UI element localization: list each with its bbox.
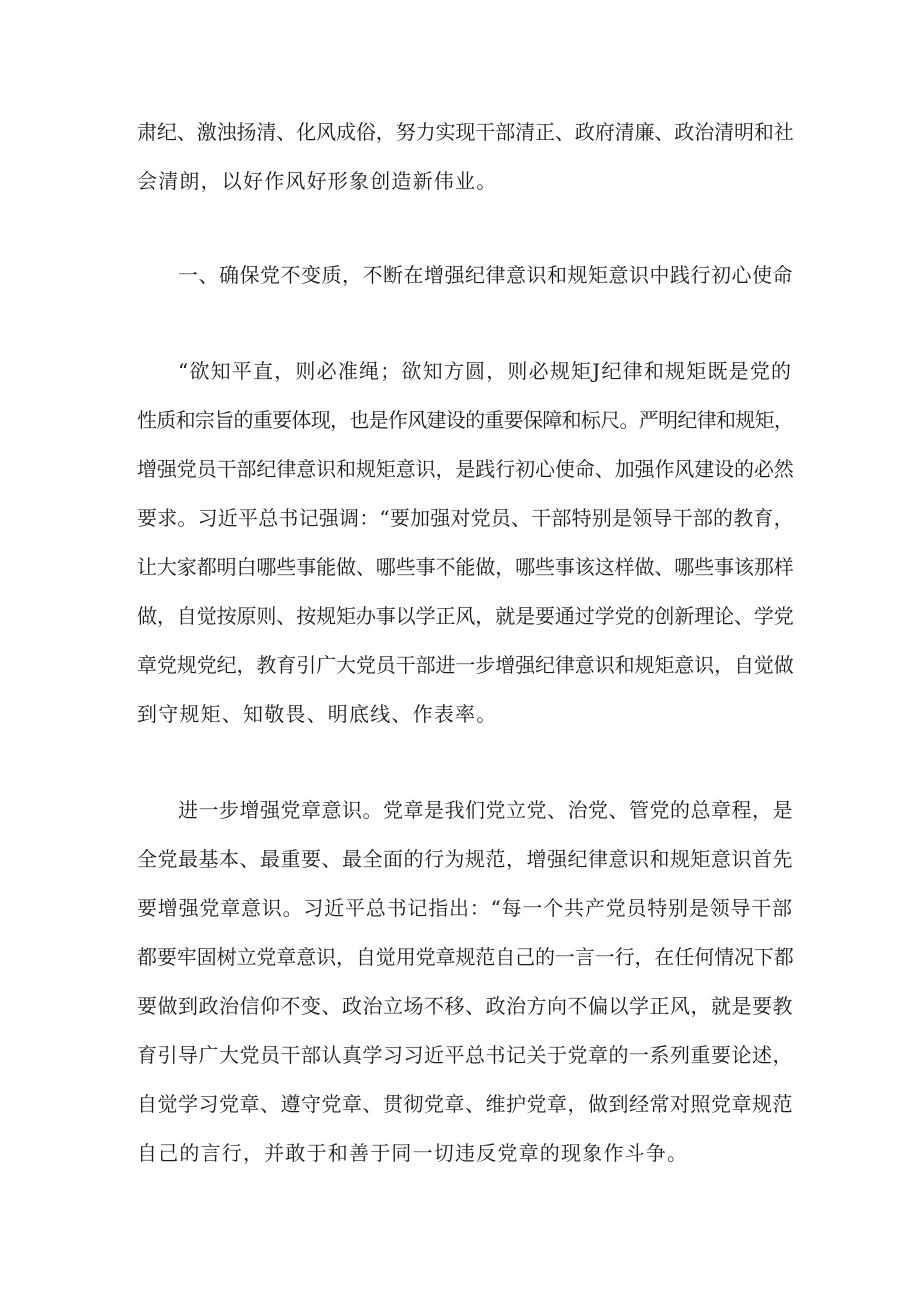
paragraph2-line-6: 育引导广大党员干部认真学习习近平总书记关于党章的一系列重要论述， (137, 1043, 793, 1067)
paragraph1-line-2: 性质和宗旨的重要体现，也是作风建设的重要保障和标尺。严明纪律和规矩， (137, 408, 794, 432)
paragraph1-line-8: 到守规矩、知敬畏、明底线、作表率。 (137, 702, 498, 726)
paragraph1-line-4: 要求。习近平总书记强调：“要加强对党员、干部特别是领导干部的教育， (137, 506, 794, 530)
continuation-line-1: 肃纪、激浊扬清、化风成俗，努力实现干部清正、政府清廉、政治清明和社 (137, 120, 794, 144)
paragraph2-line-8: 自己的言行，并敢于和善于同一切违反党章的现象作斗争。 (137, 1141, 689, 1165)
paragraph2-line-2: 全党最基本、最重要、最全面的行为规范，增强纪律意识和规矩意识首先 (137, 847, 793, 871)
paragraph1-line-3: 增强党员干部纪律意识和规矩意识，是践行初心使命、加强作风建设的必然 (137, 457, 794, 481)
paragraph1-line-5: 让大家都明白哪些事能做、哪些事不能做，哪些事该这样做、哪些事该那样 (137, 555, 794, 579)
paragraph2-line-4: 都要牢固树立党章意识，自觉用党章规范自己的一言一行，在任何情况下都 (137, 945, 794, 969)
paragraph2-line-3: 要增强党章意识。习近平总书记指出：“每一个共产党员特别是领导干部 (137, 896, 793, 920)
paragraph2-line-7: 自觉学习党章、遵守党章、贯彻党章、维护党章，做到经常对照党章规范 (137, 1092, 793, 1116)
section-heading: 一、确保党不变质，不断在增强纪律意识和规矩意识中践行初心使命 (178, 263, 793, 287)
paragraph2-line-1: 进一步增强党章意识。党章是我们党立党、治党、管党的总章程，是 (178, 798, 793, 822)
paragraph1-line-6: 做，自觉按原则、按规矩办事以学正风，就是要通过学党的创新理论、学党 (137, 604, 794, 628)
paragraph1-line-7: 章党规党纪，教育引广大党员干部进一步增强纪律意识和规矩意识，自觉做 (137, 653, 794, 677)
paragraph1-line-1: “欲知平直，则必准绳；欲知方圆，则必规矩J纪律和规矩既是党的 (178, 359, 793, 383)
continuation-line-2: 会清朗，以好作风好形象创造新伟业。 (137, 169, 498, 193)
paragraph2-line-5: 要做到政治信仰不变、政治立场不移、政治方向不偏以学正风，就是要教 (137, 994, 793, 1018)
